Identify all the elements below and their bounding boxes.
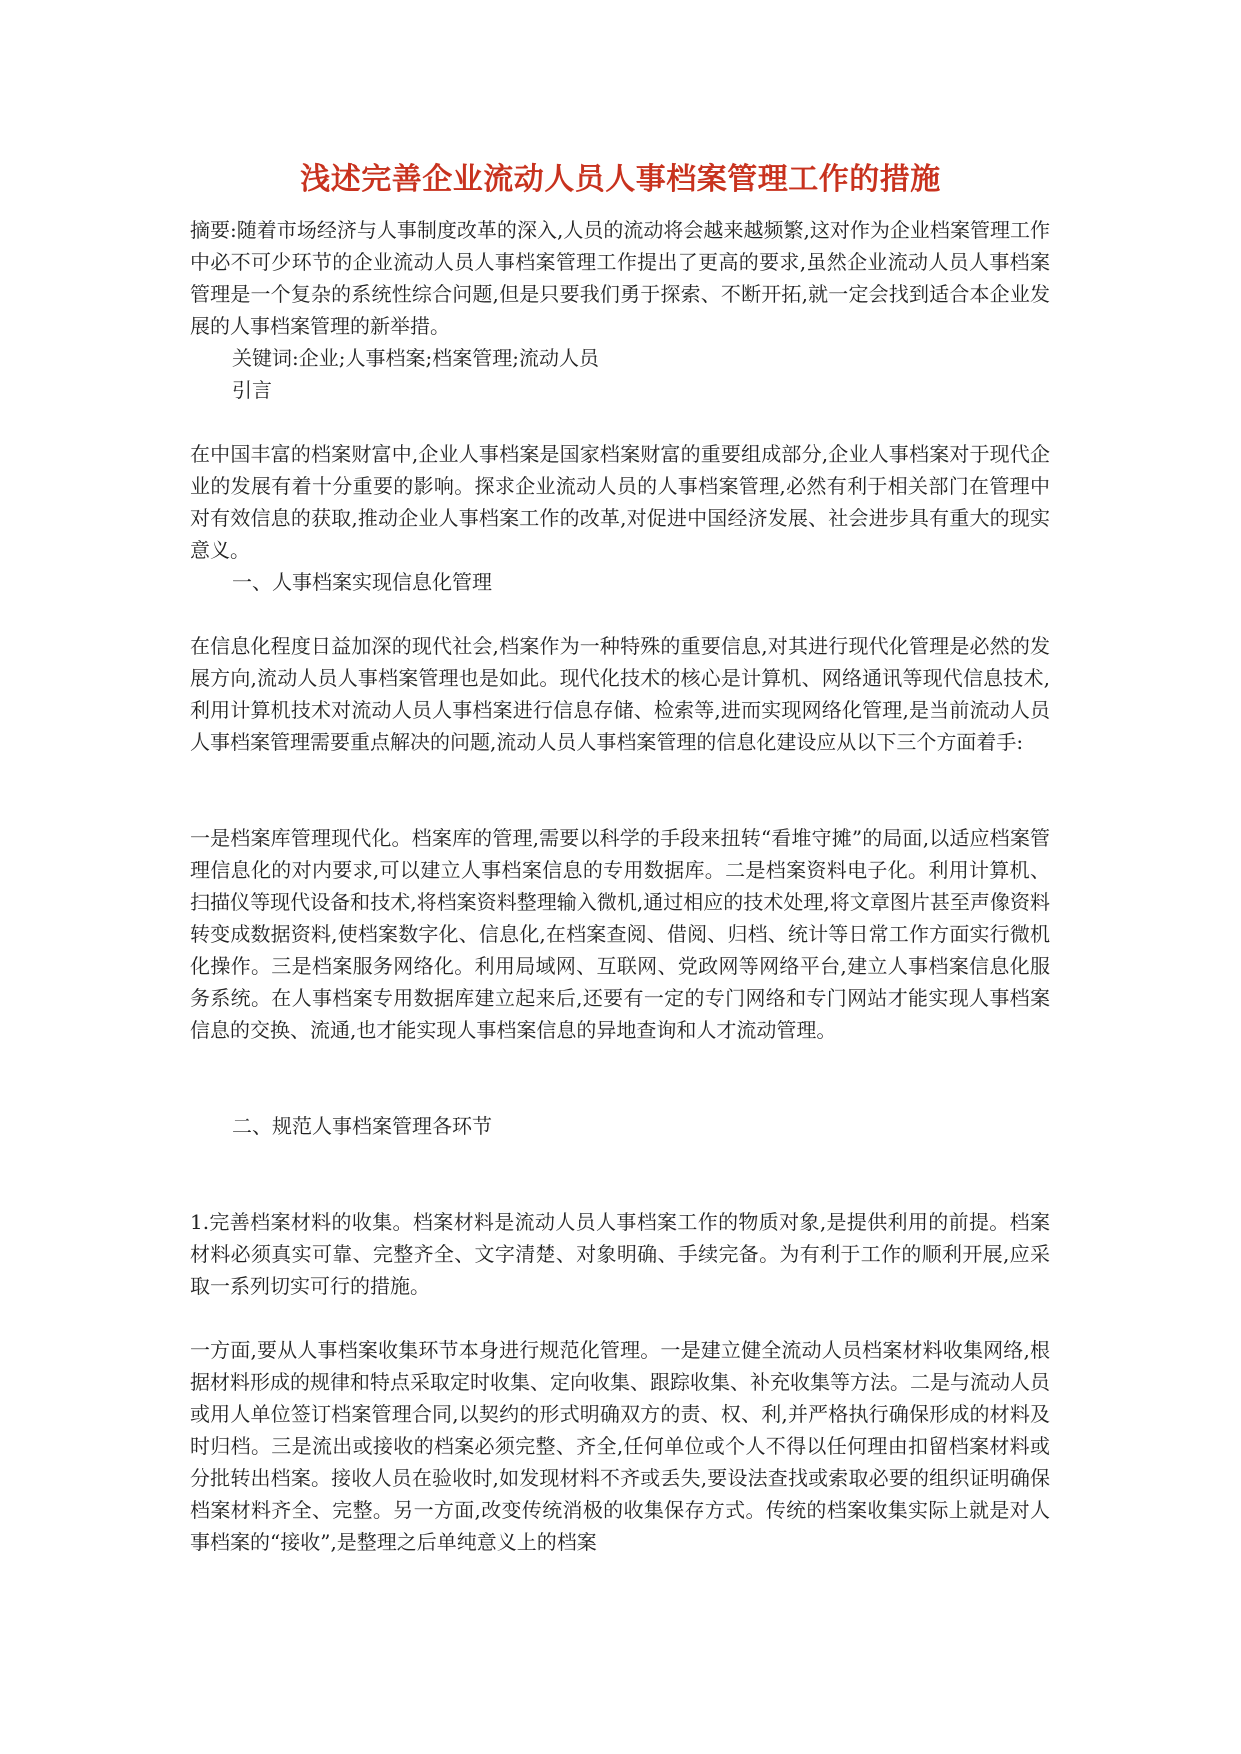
intro-paragraph: 在中国丰富的档案财富中,企业人事档案是国家档案财富的重要组成部分,企业人事档案对于现代企业的发展有着十分重要的影响。探求企业流动人员的人事档案管理,必然有利于相关部门在管理中对有效信息的获取,推动企业人事档案工作的改革,对促进中国经济发展、社会进步具有重大的现实意义。 xyxy=(190,442,1050,562)
section2-paragraph-2: 一方面,要从人事档案收集环节本身进行规范化管理。一是建立健全流动人员档案材料收集网络,根据材料形成的规律和特点采取定时收集、定向收集、跟踪收集、补充收集等方法。二是与流动人员或用人单位签订档案管理合同,以契约的形式明确双方的责、权、利,并严格执行确保形成的材料及时归档。三是流出或接收的档案必须完整、齐全,任何单位或个人不得以任何理由扣留档案材料或分批转出档案。接收人员在验收时,如发现材料不齐或丢失,要设法查找或索取必要的组织证明确保档案材料齐全、完整。另一方面,改变传统消极的收集保存方式。传统的档案收集实际上就是对人事档案的“接收”,是整理之后单纯意义上的档案 xyxy=(190,1338,1050,1554)
section1-heading: 一、人事档案实现信息化管理 xyxy=(232,570,492,594)
intro-heading: 引言 xyxy=(232,378,272,402)
section2-paragraph-1: 1.完善档案材料的收集。档案材料是流动人员人事档案工作的物质对象,是提供利用的前提。档案材料必须真实可靠、完整齐全、文字清楚、对象明确、手续完备。为有利于工作的顺利开展,应采取一系列切实可行的措施。 xyxy=(190,1210,1050,1298)
document-title: 浅述完善企业流动人员人事档案管理工作的措施 xyxy=(300,162,941,197)
abstract-paragraph: 摘要:随着市场经济与人事制度改革的深入,人员的流动将会越来越频繁,这对作为企业档案管理工作中必不可少环节的企业流动人员人事档案管理工作提出了更高的要求,虽然企业流动人员人事档案管理是一个复杂的系统性综合问题,但是只要我们勇于探索、不断开拓,就一定会找到适合本企业发展的人事档案管理的新举措。 xyxy=(190,218,1050,338)
section2-heading: 二、规范人事档案管理各环节 xyxy=(232,1114,492,1138)
keywords-line: 关键词:企业;人事档案;档案管理;流动人员 xyxy=(232,346,599,370)
section1-paragraph-2: 一是档案库管理现代化。档案库的管理,需要以科学的手段来扭转“看堆守摊”的局面,以适应档案管理信息化的对内要求,可以建立人事档案信息的专用数据库。二是档案资料电子化。利用计算机、扫描仪等现代设备和技术,将档案资料整理输入微机,通过相应的技术处理,将文章图片甚至声像资料转变成数据资料,使档案数字化、信息化,在档案查阅、借阅、归档、统计等日常工作方面实行微机化操作。三是档案服务网络化。利用局域网、互联网、党政网等网络平台,建立人事档案信息化服务系统。在人事档案专用数据库建立起来后,还要有一定的专门网络和专门网站才能实现人事档案信息的交换、流通,也才能实现人事档案信息的异地查询和人才流动管理。 xyxy=(190,826,1050,1042)
section1-paragraph-1: 在信息化程度日益加深的现代社会,档案作为一种特殊的重要信息,对其进行现代化管理是必然的发展方向,流动人员人事档案管理也是如此。现代化技术的核心是计算机、网络通讯等现代信息技术,利用计算机技术对流动人员人事档案进行信息存储、检索等,进而实现网络化管理,是当前流动人员人事档案管理需要重点解决的问题,流动人员人事档案管理的信息化建设应从以下三个方面着手: xyxy=(190,634,1050,754)
